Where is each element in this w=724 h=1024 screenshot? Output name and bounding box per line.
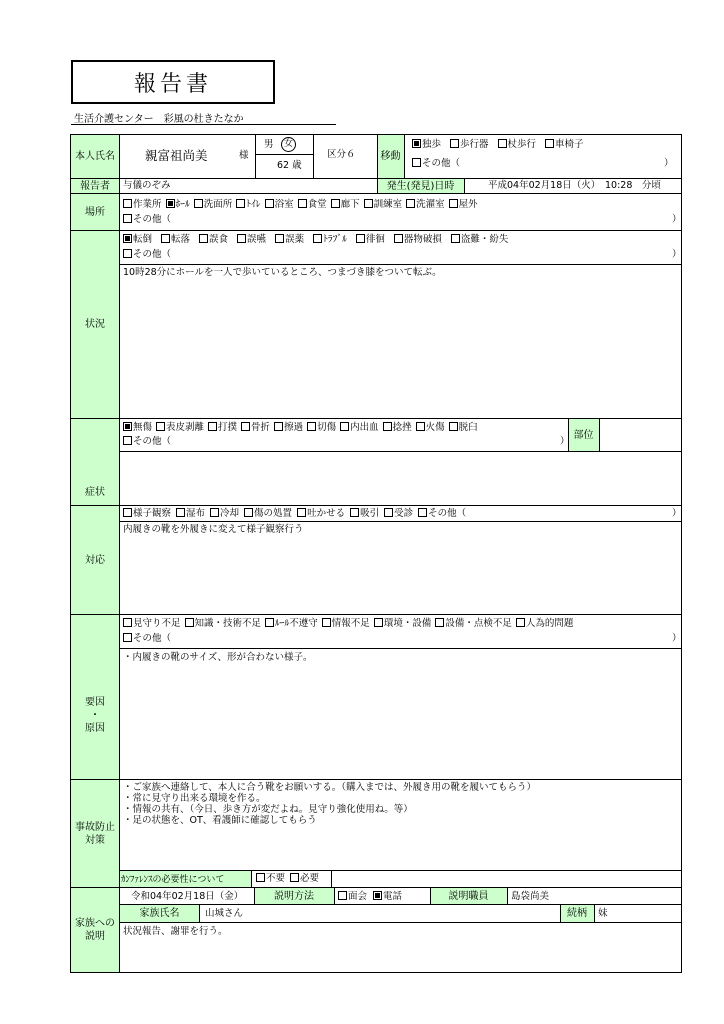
checked-box[interactable] [166,199,175,208]
checkbox-label: 誤薬 [285,234,305,245]
cause-options [123,618,577,630]
method-label: 説明方法 [274,890,314,902]
rule [313,134,314,178]
checkbox-option[interactable] [256,873,285,884]
rule [199,904,200,922]
checkbox-option[interactable] [297,508,345,519]
checkbox-label: 面会 [348,891,368,902]
checkbox[interactable] [265,618,274,627]
facility-name: 生活介護センター 彩風の杜きたなか [74,114,244,125]
checkbox[interactable] [199,234,208,243]
mobility-options [412,139,593,151]
checkbox[interactable] [194,199,203,208]
checkbox-option[interactable] [199,234,228,245]
checkbox-label: 見守り不足 [133,618,181,629]
conference-options [256,873,324,885]
rule [70,887,682,888]
checkbox-label: 電話 [383,891,403,902]
checkbox[interactable] [123,249,132,258]
cause-label: 要因 ・ 原因 [85,696,105,734]
family-name-label: 家族氏名 [139,908,180,919]
checkbox-label: 情報不足 [331,618,370,629]
checkbox-option[interactable] [123,234,152,245]
rule [70,193,682,194]
checkbox[interactable] [123,508,132,517]
checkbox-option[interactable] [545,139,584,150]
checkbox-label: 環境・設備 [383,618,432,629]
checkbox-label: 表皮剥離 [166,422,205,433]
checkbox-label: 人為的問題 [525,618,574,629]
checkbox-label: 脱臼 [458,422,478,433]
checkbox-label: 湿布 [186,508,206,519]
checked-box[interactable] [373,891,382,900]
situation-options [123,234,517,246]
checkbox-option[interactable] [373,891,402,902]
rule [251,870,252,887]
checkbox-label: 捻挫 [392,422,412,433]
place-options [123,199,482,211]
place-other [123,214,171,226]
rule [119,922,682,923]
checkbox[interactable] [185,618,194,627]
checkbox-option[interactable] [123,618,181,629]
paren-close: ） [672,633,682,644]
checkbox-option[interactable] [322,618,370,629]
checkbox-option[interactable] [123,199,162,210]
checkbox[interactable] [123,436,132,445]
checkbox-option[interactable] [185,618,262,629]
occurrence-label: 発生(発見)日時 [386,180,455,192]
mobility-other-label: その他（ [422,158,461,169]
checkbox-label: 器物破損 [403,234,442,245]
checkbox[interactable] [451,234,460,243]
checkbox-label: 訓練室 [373,199,403,210]
checkbox-label: 必要 [300,873,320,884]
checkbox-option[interactable] [340,422,379,433]
checkbox-label: 切傷 [317,422,337,433]
checkbox-label: 無傷 [133,422,153,433]
checkbox-option[interactable] [290,873,319,884]
checkbox-label: 廊下 [340,199,360,210]
staff-name: 島袋尚美 [511,891,550,902]
response-text: 内履きの靴を外履きに変えて様子観察行う [123,524,304,535]
checkbox[interactable] [418,508,427,517]
checkbox[interactable] [237,234,246,243]
checkbox[interactable] [449,422,458,431]
checkbox-label: 盗難・紛失 [460,234,509,245]
rule [119,451,682,452]
checkbox[interactable] [161,234,170,243]
checkbox-label: ﾎｰﾙ [175,199,190,210]
checkbox-label: 不要 [266,873,286,884]
checkbox-label: 打撲 [218,422,238,433]
occurrence-value: 平成04年02月18日（火） 10:28 分頃 [488,180,661,191]
checkbox-label: 独歩 [422,139,442,150]
checkbox-label: 誤食 [209,234,229,245]
gender-female: 女 [281,137,296,152]
method-options [338,891,408,903]
checkbox[interactable] [156,422,165,431]
checkbox[interactable] [244,508,253,517]
rule [599,418,600,451]
rule [334,887,335,904]
checkbox-option[interactable] [394,234,442,245]
rule [507,887,508,904]
person-label: 本人氏名 [75,151,115,162]
relation: 妹 [598,908,608,919]
relation-label: 続柄 [567,908,587,919]
family-text: 状況報告、謝罪を行う。 [123,926,228,937]
prevention-label: 事故防止 対策 [75,821,115,846]
cause-other-label: その他（ [133,633,172,644]
checkbox-option[interactable] [274,422,303,433]
checkbox[interactable] [265,199,274,208]
checkbox-option[interactable] [364,199,403,210]
reporter-label: 報告者 [80,180,110,192]
rule [70,178,682,179]
checkbox[interactable] [394,234,403,243]
checkbox-label: 火傷 [425,422,445,433]
checkbox[interactable] [274,422,283,431]
checkbox-option[interactable] [449,422,478,433]
checkbox[interactable] [123,199,132,208]
checkbox[interactable] [123,214,132,223]
reporter-name: 与儀のぞみ [123,180,171,191]
checkbox-label: 杖歩行 [507,139,537,150]
checkbox-label: 傷の処置 [254,508,293,519]
checkbox[interactable] [275,234,284,243]
paren-close: ） [672,249,682,260]
checkbox[interactable] [356,234,365,243]
part-label: 部位 [573,429,594,441]
checkbox-option[interactable] [241,422,270,433]
checkbox-option[interactable] [123,422,152,433]
checkbox-option[interactable] [265,199,294,210]
checkbox-option[interactable] [123,508,171,519]
staff-label: 説明職員 [448,890,489,902]
checkbox-label: 吐かせる [307,508,346,519]
checkbox[interactable] [374,618,383,627]
rule [331,870,332,887]
checkbox-option[interactable] [384,508,413,519]
checkbox[interactable] [435,618,444,627]
checkbox[interactable] [208,422,217,431]
category: 区分６ [327,149,356,160]
checkbox[interactable] [241,422,250,431]
paren-close: ） [672,214,682,225]
prevention-text: ・ご家族へ連絡して、本人に合う靴をお願いする。（購入までは、外履き用の靴を履いてもらう） ・常に見守り出来る環境を作る。 ・情報の共有、（今日、歩き方が変だよね。見守り強化使用ね。等） ・足の状態を、OT、看護師に確認してもらう [123,782,537,826]
checkbox-label: 骨折 [251,422,271,433]
checkbox-option[interactable] [383,422,412,433]
rule [119,264,682,265]
rule [70,505,682,506]
checkbox-label: 車椅子 [555,139,584,150]
cause-other [123,633,171,645]
checkbox-label: その他（ [428,508,467,519]
paren-close: ） [672,508,682,519]
checkbox-label: 吸引 [360,508,380,519]
checked-box[interactable] [123,234,132,243]
rule [119,134,120,973]
checkbox-option[interactable] [449,199,478,210]
honorific: 様 [239,150,249,161]
checkbox-label: 洗面所 [203,199,233,210]
checkbox[interactable] [416,422,425,431]
checkbox-option[interactable] [331,199,360,210]
checkbox-option[interactable] [156,422,204,433]
checkbox[interactable] [298,199,307,208]
checkbox[interactable] [331,199,340,208]
checkbox-label: ﾙｰﾙ不遵守 [275,618,318,629]
checkbox-option[interactable] [313,234,347,245]
checkbox-label: 誤嚥 [247,234,267,245]
response-options [123,508,471,520]
checkbox-option[interactable] [208,422,237,433]
checkbox-label: 受診 [394,508,414,519]
checkbox[interactable] [236,199,245,208]
checkbox-option[interactable] [275,234,304,245]
rule [119,521,682,522]
checked-box[interactable] [412,139,421,148]
checkbox-label: 食堂 [307,199,327,210]
checkbox-option[interactable] [356,234,385,245]
checkbox-label: 浴室 [274,199,294,210]
checkbox[interactable] [176,508,185,517]
checkbox[interactable] [322,618,331,627]
checkbox-label: 徘徊 [365,234,385,245]
checkbox-option[interactable] [176,508,205,519]
checkbox[interactable] [307,422,316,431]
checkbox-label: 屋外 [458,199,478,210]
symptom-other [123,436,171,448]
rule [70,614,682,615]
checkbox-option[interactable] [450,139,489,150]
checkbox-label: 転倒 [133,234,153,245]
rule [119,648,682,649]
checkbox-option[interactable] [418,508,466,519]
rule [119,904,682,905]
place-other-label: その他（ [133,214,172,225]
checkbox[interactable] [383,422,392,431]
checkbox-option[interactable] [412,139,441,150]
rule [404,134,405,178]
rule [70,230,682,231]
checkbox[interactable] [350,508,359,517]
checkbox-label: 冷却 [220,508,240,519]
rule [464,178,465,193]
rule [594,904,595,922]
checkbox-label: 洗濯室 [416,199,445,210]
paren-close: ） [664,158,674,169]
checkbox-label: 知識・技術不足 [194,618,262,629]
checkbox-label: 擦過 [284,422,304,433]
checkbox[interactable] [210,508,219,517]
checkbox[interactable] [545,139,554,148]
checkbox-option[interactable] [307,422,336,433]
checkbox[interactable] [123,633,132,642]
facility-underline [71,124,336,125]
checkbox[interactable] [338,891,347,900]
checkbox-label: 転落 [171,234,191,245]
gender-female-circle [281,137,296,152]
rule [70,779,682,780]
situation-label: 状況 [85,319,105,330]
checkbox[interactable] [450,139,459,148]
family-label: 家族への 説明 [75,918,115,942]
checkbox-option[interactable] [237,234,266,245]
rule [255,134,256,178]
symptom-options [123,422,482,434]
situation-other-label: その他（ [133,249,172,260]
rule [119,870,682,871]
checkbox-option[interactable] [350,508,379,519]
checkbox[interactable] [384,508,393,517]
cause-text: ・内履きの靴のサイズ、形が合わない様子。 [123,652,313,663]
checkbox-option[interactable] [210,508,239,519]
checkbox-option[interactable] [265,618,318,629]
checkbox-option[interactable] [416,422,445,433]
checkbox[interactable] [256,873,265,882]
checkbox[interactable] [412,158,421,167]
checkbox-label: 様子観察 [133,508,172,519]
age: 62 歳 [277,160,302,171]
rule [255,154,313,155]
situation-other [123,249,171,261]
checkbox-option[interactable] [498,139,537,150]
checkbox-label: 歩行器 [460,139,489,150]
checkbox[interactable] [313,234,322,243]
checkbox-label: 設備・点検不足 [445,618,512,629]
checkbox-label: 内出血 [350,422,379,433]
checkbox[interactable] [340,422,349,431]
checkbox-option[interactable] [374,618,432,629]
checkbox[interactable] [297,508,306,517]
checkbox-option[interactable] [435,618,512,629]
checkbox-option[interactable] [166,199,190,210]
checkbox[interactable] [516,618,525,627]
situation-text: 10時28分にホールを一人で歩いているところ、つまづき膝をついて転ぶ。 [123,267,442,278]
symptom-other-label: その他（ [133,436,172,447]
report-title: 報告書 [71,60,275,104]
symptom-label: 症状 [85,486,105,498]
checkbox[interactable] [364,199,373,208]
paren-close: ） [560,436,570,447]
person-name: 親富祖尚美 [145,148,208,163]
checkbox-option[interactable] [236,199,260,210]
checkbox-option[interactable] [244,508,292,519]
mobility-other [412,158,460,170]
checkbox[interactable] [498,139,507,148]
response-label: 対応 [85,554,105,566]
checkbox-label: 作業所 [133,199,162,210]
checkbox-option[interactable] [451,234,509,245]
conference-label: ｶﾝﾌｧﾚﾝｽの必要性について [121,875,225,885]
checkbox[interactable] [123,618,132,627]
checkbox-label: ﾄｲﾚ [246,199,261,210]
gender-male: 男 [264,139,274,150]
family-name: 山城さん [205,908,244,919]
checkbox-option[interactable] [406,199,445,210]
checkbox-option[interactable] [194,199,233,210]
checkbox[interactable] [449,199,458,208]
checked-box[interactable] [123,422,132,431]
mobility-label: 移動 [380,151,401,162]
family-date: 令和04年02月18日（金） [131,891,244,902]
checkbox-label: ﾄﾗﾌﾞﾙ [323,234,347,245]
checkbox[interactable] [290,873,299,882]
checkbox[interactable] [406,199,415,208]
place-label: 場所 [85,206,105,218]
checkbox-option[interactable] [516,618,574,629]
checkbox-option[interactable] [298,199,327,210]
checkbox-option[interactable] [161,234,190,245]
checkbox-option[interactable] [338,891,367,902]
